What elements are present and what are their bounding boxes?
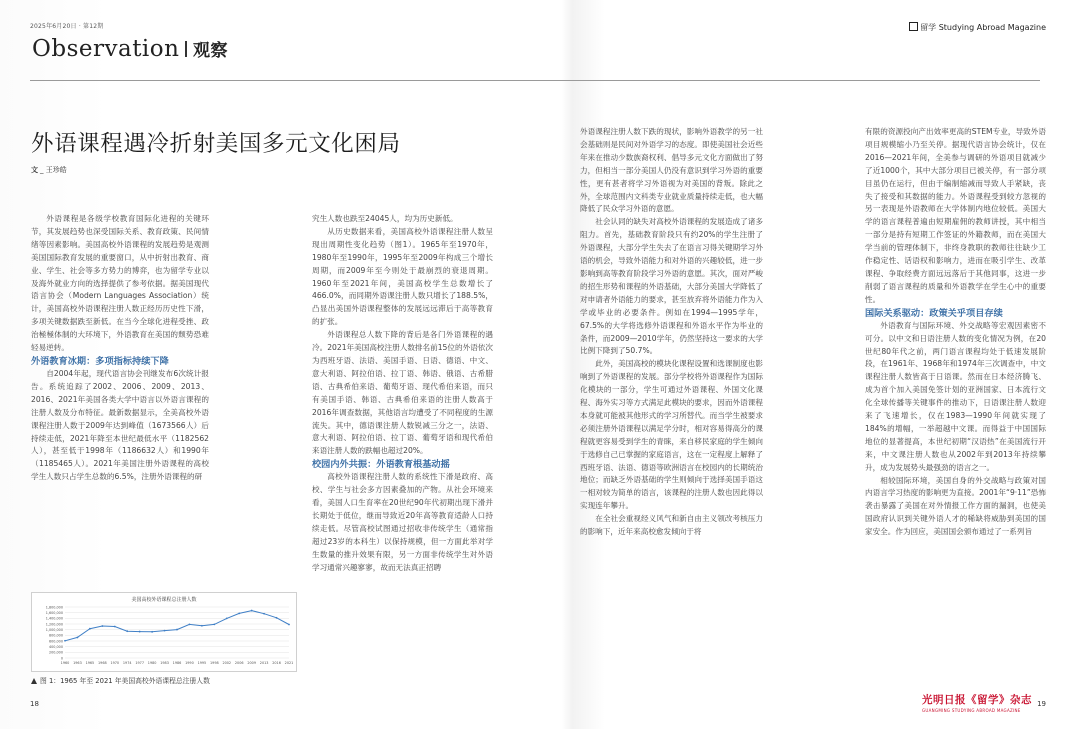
data-point: [126, 630, 128, 632]
y-tick-label: 1,400,000: [45, 616, 63, 621]
magazine-mark: 留学: [920, 23, 937, 32]
x-tick-label: 1977: [135, 661, 144, 665]
paragraph: 高校外语课程注册人数的系统性下滑是政府、高校、学生与社会多方因素叠加的产物。从社会环境来看，美国人口生育率在20世纪90年代初期出现下滑并长期处于低位，继而导致近20年高等教育适龄人口持续走低。尽管高校试图通过招收非传统学生（通常指超过23岁的本科生）以保持规模，但一方面此举对学生数量的推升效果有限，另一方面非传统学生对外语学习通常兴趣寥寥，故而无法真正招聘: [312, 472, 493, 572]
x-tick-label: 2016: [272, 661, 281, 665]
text-column-2: [312, 213, 493, 705]
header-rule: [30, 80, 1040, 81]
byline: [31, 165, 67, 175]
data-point: [89, 628, 91, 630]
y-tick-label: 0: [60, 656, 63, 661]
y-tick-label: 600,000: [48, 639, 63, 644]
data-point: [189, 624, 191, 626]
x-tick-label: 2002: [222, 661, 232, 665]
x-tick-label: 2009: [247, 661, 256, 665]
subheading: 外语教育冰期：多项指标持续下降: [31, 355, 169, 367]
x-tick-label: 1986: [172, 661, 182, 665]
data-point: [226, 618, 228, 620]
magazine-name: Studying Abroad Magazine: [938, 23, 1046, 32]
issue-date: 2025年6月20日 · 第12期: [30, 23, 104, 30]
subheading: 国际关系驱动：政策关乎项目存续: [865, 307, 1003, 319]
logo-text: 光明日报《留学》杂志: [922, 694, 1032, 706]
section-divider: [185, 41, 187, 57]
enrollment-chart: [31, 592, 297, 672]
figure-caption: [31, 675, 210, 685]
triangle-icon: [31, 678, 37, 684]
y-tick-label: 200,000: [48, 650, 63, 655]
x-tick-label: 1968: [98, 661, 107, 665]
text-column-4: [865, 126, 1046, 711]
data-point: [276, 617, 278, 619]
data-point: [139, 631, 141, 633]
text-column-3: [580, 126, 763, 711]
paragraph: 外语课程是各级学校教育国际化进程的关键环节，其发展趋势也深受国际关系、教育政策、民间情绪等因素影响。美国高校外语课程的发展趋势是观测美国国际教育发展的重要窗口，从中折射出教育、商业、学生、社会等多方势力的博弈，也为留学专业以及海外就业方向的选择提供了参考依据。据美国现代语言协会（Modern Languages Association）统计，美国高校外语课程注册人数正经历历史性下滑，多项关键数据跌至新低。在当今全球化进程受挫、政治極極体制的大环境下，外语教育在美国的颓势恐难轻易逆转。: [31, 214, 209, 353]
paragraph: 自2004年起，现代语言协会刊继发布6次统计报告。系统追踪了2002、2006、2009、2013、2016、2021年美国各类大学中语言以外语言课程的注册人数及分布特征。最新数据显示，全美高校外语课程注册人数于2009年达到峰值（1673566人）后持续走低，2021年降至本世纪最低水平（1182562人），甚至低于1998年（1186632人）和1990年（1185465人）。2021年美国注册外语课程的高校学生人数只占学生总数的6.5%，注册外语课程的研: [31, 368, 209, 482]
logo-subtext: GUANGMING STUDYING ABROAD MAGAZINE: [922, 708, 1021, 713]
page-number-left: 18: [30, 700, 39, 708]
paragraph: 社会认同的缺失对高校外语课程的发展造成了诸多阻力。首先，基础教育阶段只有约20%的学生注册了外语课程，大部分学生失去了在语言习得关键期学习外语的机会，导致外语能力和对外语的兴趣较低，进一步影响到高等教育阶段学习外语的意愿。其次，面对严峻的招生形势和课程的外语基础，大部分美国大学降低了对申请者外语能力的要求，甚至放弃将外语能力作为入学或毕业的必要条件。例如在1994—1995学年，67.5%的大学将选修外语课程和外语水平作为毕业的条件，而2009—2010学年，仍然坚持这一要求的大学比例下降到了50.7%。: [580, 217, 763, 356]
data-point: [151, 631, 153, 633]
x-tick-label: 1990: [185, 661, 194, 665]
paragraph: 外语课程注册人数下跌的现状，影响外语教学的另一社会基础则是民间对外语学习的态度。即使美国社会近些年来在推动少数族裔权利、倡导多元文化方面做出了努力，但相当一部分美国人仍没有意识到学习外语的重要性，更有甚者将学习外语视为对美国的背叛。除此之外，全球范围内文科类专业就业质量持续走低，也大幅降低了民众学习外语的意愿。: [580, 127, 763, 214]
data-point: [213, 623, 215, 625]
data-point: [176, 629, 178, 631]
page-number-right: 19: [1037, 700, 1046, 708]
x-tick-label: 1980: [147, 661, 157, 665]
x-tick-label: 1995: [197, 661, 207, 665]
x-tick-label: 2006: [234, 661, 244, 665]
section-title-cn: 观察: [192, 41, 228, 61]
caption-text: 图 1：1965 年至 2021 年美国高校外语课程总注册人数: [40, 677, 210, 685]
y-tick-label: 800,000: [48, 633, 63, 638]
x-tick-label: 1960: [60, 661, 70, 665]
x-tick-label: 1963: [73, 661, 82, 665]
y-tick-label: 1,200,000: [45, 622, 63, 627]
magazine-logo: [922, 688, 1032, 713]
paragraph: 在全社会重视经义风气和新自由主义领改考核压力的影响下，近年来高校愈发倾向于将: [580, 514, 763, 537]
x-tick-label: 1974: [122, 661, 132, 665]
magazine-masthead: [909, 22, 1046, 33]
section-title-en: Observation: [32, 36, 180, 62]
paragraph: 外语教育与国际环境、外交战略等宏观因素密不可分。以中文和日语注册人数的变化情况为例，在20世纪80年代之前，两门语言课程均处于低速发展阶段，在1961年、1968年和1974年三次调查中，中文课程注册人数皆高于日语课。然而在日本经济腾飞、成为首个加入美国免签计划的亚洲国家、日本流行文化全球传播等关键事件的推动下，日语课注册人数迎来了飞速增长，仅在1983—1990年间就实现了184%的增幅，一举超越中文课。而得益于中国国际地位的显著提高，本世纪初期“汉语热”在美国流行开来，中文课注册人数也从2002年到2013年持续攀升，成为发展势头最强劲的语言之一。: [865, 320, 1046, 472]
section-title: [32, 36, 228, 62]
paragraph: 此外，美国高校的模块化课程设置和选课制度也影响到了外语课程的发展。部分学校将外语课程作为国际化模块的一部分，学生可通过外语课程、外国文化课程、海外实习等方式满足此模块的要求，因而外语课程本身就可能被其他形式的学习所替代。而当学生被要求必须注册外语课程以满足学分时，相对容易得高分的课程就更容易受到学生的青睐，来自移民家庭的学生倾向于选修自己已掌握的家庭语言，这在一定程度上解释了西班牙语、法语、德语等欧洲语言在校园内的长期统治地位；而缺乏外语基础的学生则倾向于选择美国手语这一相对较为简单的语言，该课程的注册人数也因此得以实现连年攀升。: [580, 359, 763, 511]
chart-title: 美国高校外语课程总注册人数: [131, 597, 197, 603]
x-tick-label: 1983: [160, 661, 169, 665]
x-tick-label: 1970: [110, 661, 120, 665]
y-tick-label: 1,600,000: [45, 610, 63, 615]
subheading: 校园内外共振：外语教育根基动摇: [312, 459, 450, 471]
paragraph: 有限的资源投向产出效率更高的STEM专业，导致外语项目规模缩小乃至关停。据现代语言协会统计，仅在2016—2021年间，全美参与调研的外语项目就减少了近1000个，其中大部分项目已被关停，有一部分项目虽仍在运行，但由于编制缩减而导致人手紧缺，丧失了接受和其数据的能力。外语课程受到较方忽视的另一表现是外语教师在大学体制内地位较低。美国大学的语言课程普遍由短期雇佣的教师讲授，其中相当一部分是持有短期工作签证的外籍教师，而在美国大学当前的管理体制下，非终身教职的教师往往缺少工作稳定性、话语权和影响力，进而在吸引学生、改革课程、争取经费方面远远落后于其他同事，这进一步削弱了语言课程的质量和外语教学在学生心中的重要性。: [865, 127, 1046, 304]
x-tick-label: 2013: [259, 661, 269, 665]
y-axis-ticks: [46, 605, 63, 660]
data-point: [101, 625, 103, 627]
data-point: [164, 630, 166, 632]
magazine-mark-icon: [909, 22, 918, 31]
data-point: [238, 612, 240, 614]
x-tick-label: 1998: [210, 661, 219, 665]
y-tick-label: 1,800,000: [45, 605, 63, 610]
y-tick-label: 400,000: [48, 644, 63, 649]
data-point: [114, 626, 116, 628]
data-point: [251, 610, 253, 612]
data-point: [201, 625, 203, 627]
y-tick-label: 1,000,000: [45, 627, 63, 632]
data-point: [64, 640, 66, 642]
x-tick-label: 2021: [284, 661, 294, 665]
byline-author: _ 王珍皓: [40, 166, 67, 174]
paragraph: 相较国际环境，美国自身的外交战略与政策对国内语言学习热度的影响更为直接。2001年“9·11”恐怖袭击暴露了美国在对外情报工作方面的漏洞，也使美国政府认识到关键外语人才的稀缺将威胁到美国的国家安全。作为回应，美国国会颁布通过了一系列旨: [865, 475, 1046, 537]
data-point: [288, 624, 290, 626]
byline-label: 文: [31, 166, 38, 174]
data-point: [77, 637, 79, 639]
text-column-1: [31, 213, 209, 578]
data-point: [263, 613, 265, 615]
paragraph: 外语课程总人数下降的背后是各门外语课程的遇冷。2021年美国高校注册人数排名前15位的外语依次为西班牙语、法语、美国手语、日语、德语、中文、意大利语、阿拉伯语、拉丁语、韩语、俄语、古希腊语、古典希伯来语、葡萄牙语、现代希伯来语，而只有美国手语、韩语、古典希伯来语的注册人数高于2016年调查数据，其他语言均遭受了不同程度的生源流失。其中，德语课注册人数锐减三分之一，法语、意大利语、阿拉伯语、拉丁语、葡萄牙语和现代希伯来语注册人数的跌幅也超过20%。: [312, 330, 493, 456]
x-tick-label: 1965: [85, 661, 95, 665]
chart-frame: [32, 593, 297, 672]
paragraph: 究生人数也跌至24045人，均为历史新低。: [312, 214, 458, 223]
line-chart: [31, 592, 297, 672]
paragraph: 从历史数据来看，美国高校外语课程注册人数呈现出周期性变化趋势（图1）。1965年至1970年，1980年至1990年，1995年至2009年构成三个增长周期，而2009年至今则处于最崩烈的衰退周期。1960年至2021年间，美国高校学生总数增长了466.0%，而同期外语课注册人数只增长了188.5%，凸显出美国外语课程整体的发展远远滞后于高等教育的扩张。: [312, 226, 493, 327]
article-title: 外语课程遇冷折射美国多元文化困局: [31, 131, 401, 157]
